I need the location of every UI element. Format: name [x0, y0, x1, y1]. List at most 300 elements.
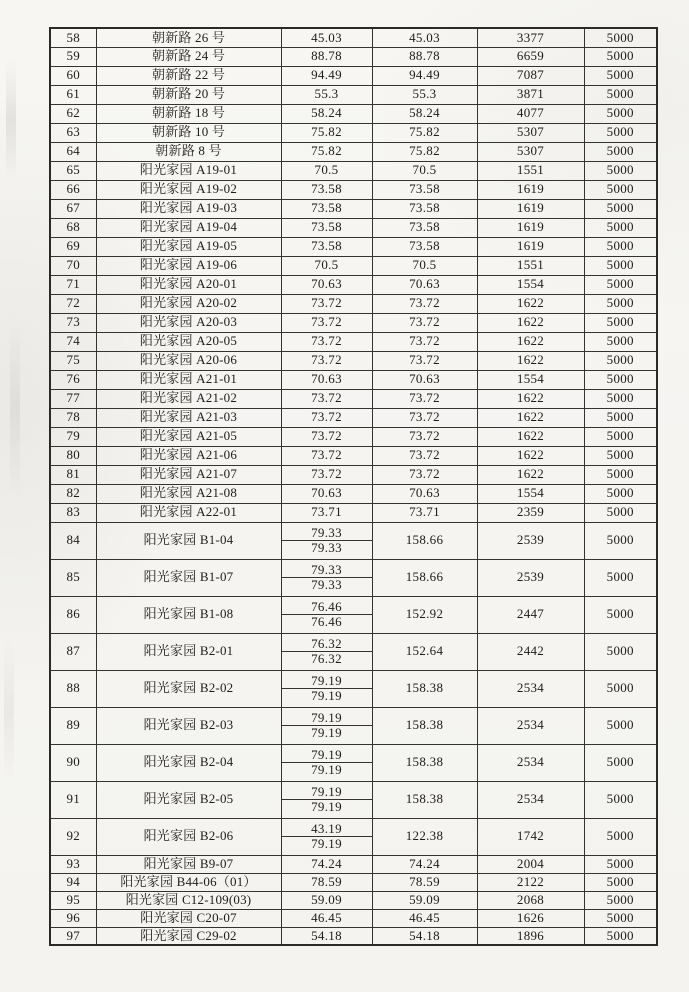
area-split-cell [282, 748, 372, 778]
amount-cell: 1742 [477, 818, 584, 855]
row-number-cell: 88 [50, 670, 96, 707]
area-split-cell [282, 563, 372, 593]
row-number-cell: 93 [50, 855, 96, 873]
area-cell: 73.72 [281, 332, 372, 351]
standard-fee-cell: 5000 [584, 161, 657, 180]
address-cell: 阳光家园 A22-01 [96, 503, 281, 522]
standard-fee-cell: 5000 [584, 855, 657, 873]
total-area-cell: 73.71 [372, 503, 477, 522]
table-row [50, 256, 657, 275]
area-cell: 55.3 [281, 85, 372, 104]
area-cell [281, 522, 372, 559]
table-row [50, 332, 657, 351]
area-split-cell [282, 785, 372, 815]
address-cell: 阳光家园 C29-02 [96, 927, 281, 945]
amount-cell: 1626 [477, 909, 584, 927]
address-cell: 阳光家园 B2-04 [96, 744, 281, 781]
total-area-cell: 158.66 [372, 522, 477, 559]
total-area-cell: 73.58 [372, 218, 477, 237]
total-area-cell: 158.66 [372, 559, 477, 596]
amount-cell: 2122 [477, 873, 584, 891]
total-area-cell: 46.45 [372, 909, 477, 927]
table-row [50, 104, 657, 123]
amount-cell: 1622 [477, 332, 584, 351]
row-number-cell: 71 [50, 275, 96, 294]
address-cell: 阳光家园 B1-04 [96, 522, 281, 559]
table-row [50, 85, 657, 104]
total-area-cell: 158.38 [372, 670, 477, 707]
amount-cell: 2534 [477, 707, 584, 744]
row-number-cell: 91 [50, 781, 96, 818]
area-cell: 70.63 [281, 484, 372, 503]
row-number-cell: 79 [50, 427, 96, 446]
standard-fee-cell: 5000 [584, 781, 657, 818]
address-cell: 阳光家园 A20-03 [96, 313, 281, 332]
row-number-cell: 83 [50, 503, 96, 522]
address-cell: 阳光家园 B2-03 [96, 707, 281, 744]
amount-cell: 2447 [477, 596, 584, 633]
total-area-cell: 152.92 [372, 596, 477, 633]
address-cell: 阳光家园 B2-06 [96, 818, 281, 855]
total-area-cell: 54.18 [372, 927, 477, 945]
standard-fee-cell: 5000 [584, 891, 657, 909]
area-cell: 70.63 [281, 275, 372, 294]
total-area-cell: 73.72 [372, 427, 477, 446]
area-cell: 78.59 [281, 873, 372, 891]
scan-smudge [4, 640, 14, 780]
total-area-cell: 45.03 [372, 28, 477, 47]
amount-cell: 5307 [477, 142, 584, 161]
table-row [50, 275, 657, 294]
amount-cell: 3377 [477, 28, 584, 47]
address-cell: 阳光家园 B9-07 [96, 855, 281, 873]
row-number-cell: 94 [50, 873, 96, 891]
area-cell: 45.03 [281, 28, 372, 47]
row-number-cell: 96 [50, 909, 96, 927]
area-split-cell [282, 674, 372, 704]
standard-fee-cell: 5000 [584, 465, 657, 484]
standard-fee-cell: 5000 [584, 670, 657, 707]
table-row [50, 633, 657, 670]
total-area-cell: 55.3 [372, 85, 477, 104]
amount-cell: 3871 [477, 85, 584, 104]
row-number-cell: 61 [50, 85, 96, 104]
area-cell: 58.24 [281, 104, 372, 123]
address-cell: 阳光家园 A21-06 [96, 446, 281, 465]
address-cell: 阳光家园 A20-06 [96, 351, 281, 370]
area-split-cell [282, 600, 372, 630]
standard-fee-cell: 5000 [584, 927, 657, 945]
amount-cell: 2068 [477, 891, 584, 909]
area-cell [281, 559, 372, 596]
table-row [50, 855, 657, 873]
total-area-cell: 73.72 [372, 332, 477, 351]
row-number-cell: 70 [50, 256, 96, 275]
area-part-value: 76.46 [311, 614, 342, 629]
area-cell: 88.78 [281, 47, 372, 66]
row-number-cell: 80 [50, 446, 96, 465]
table-row [50, 465, 657, 484]
payment-list-table [49, 27, 658, 946]
standard-fee-cell: 5000 [584, 142, 657, 161]
total-area-cell: 152.64 [372, 633, 477, 670]
total-area-cell: 73.72 [372, 389, 477, 408]
standard-fee-cell: 5000 [584, 104, 657, 123]
address-cell: 阳光家园 A19-02 [96, 180, 281, 199]
area-cell: 75.82 [281, 142, 372, 161]
table-body [50, 28, 657, 945]
row-number-cell: 59 [50, 47, 96, 66]
standard-fee-cell: 5000 [584, 180, 657, 199]
area-cell: 73.72 [281, 294, 372, 313]
address-cell: 阳光家园 B2-05 [96, 781, 281, 818]
address-cell: 朝新路 24 号 [96, 47, 281, 66]
scan-smudge [6, 60, 16, 180]
amount-cell: 1622 [477, 389, 584, 408]
amount-cell: 2534 [477, 744, 584, 781]
table-row [50, 596, 657, 633]
area-cell [281, 670, 372, 707]
standard-fee-cell: 5000 [584, 370, 657, 389]
table-row [50, 161, 657, 180]
table-row [50, 294, 657, 313]
standard-fee-cell: 5000 [584, 85, 657, 104]
area-part-value: 76.32 [282, 637, 372, 652]
scan-smudge [10, 320, 20, 500]
address-cell: 朝新路 10 号 [96, 123, 281, 142]
area-cell: 73.58 [281, 237, 372, 256]
area-part-value: 79.19 [311, 688, 342, 703]
row-number-cell: 62 [50, 104, 96, 123]
row-number-cell: 65 [50, 161, 96, 180]
area-cell: 54.18 [281, 927, 372, 945]
area-part-value: 76.46 [282, 600, 372, 615]
row-number-cell: 76 [50, 370, 96, 389]
total-area-cell: 73.72 [372, 294, 477, 313]
address-cell: 阳光家园 A19-06 [96, 256, 281, 275]
area-cell: 73.72 [281, 427, 372, 446]
standard-fee-cell: 5000 [584, 28, 657, 47]
row-number-cell: 89 [50, 707, 96, 744]
address-cell: 阳光家园 C20-07 [96, 909, 281, 927]
table-row [50, 891, 657, 909]
address-cell: 阳光家园 A20-05 [96, 332, 281, 351]
area-part-value: 76.32 [311, 651, 342, 666]
total-area-cell: 73.58 [372, 180, 477, 199]
amount-cell: 1622 [477, 294, 584, 313]
row-number-cell: 85 [50, 559, 96, 596]
area-part-value: 79.19 [311, 725, 342, 740]
total-area-cell: 158.38 [372, 707, 477, 744]
amount-cell: 1622 [477, 465, 584, 484]
row-number-cell: 77 [50, 389, 96, 408]
area-cell: 73.72 [281, 351, 372, 370]
address-cell: 阳光家园 A21-03 [96, 408, 281, 427]
area-part-value: 79.19 [282, 674, 372, 689]
amount-cell: 1622 [477, 313, 584, 332]
amount-cell: 1619 [477, 218, 584, 237]
area-cell: 73.71 [281, 503, 372, 522]
row-number-cell: 82 [50, 484, 96, 503]
address-cell: 朝新路 18 号 [96, 104, 281, 123]
total-area-cell: 70.5 [372, 161, 477, 180]
area-cell [281, 781, 372, 818]
table-row [50, 180, 657, 199]
total-area-cell: 88.78 [372, 47, 477, 66]
area-part-value: 79.19 [282, 711, 372, 726]
total-area-cell: 73.72 [372, 446, 477, 465]
area-part-value: 79.33 [282, 526, 372, 541]
standard-fee-cell: 5000 [584, 596, 657, 633]
standard-fee-cell: 5000 [584, 559, 657, 596]
table-row [50, 313, 657, 332]
total-area-cell: 75.82 [372, 123, 477, 142]
amount-cell: 1622 [477, 427, 584, 446]
total-area-cell: 73.58 [372, 199, 477, 218]
area-cell: 73.58 [281, 218, 372, 237]
standard-fee-cell: 5000 [584, 744, 657, 781]
area-part-value: 79.33 [311, 540, 342, 555]
total-area-cell: 73.72 [372, 408, 477, 427]
total-area-cell: 158.38 [372, 781, 477, 818]
area-cell [281, 744, 372, 781]
amount-cell: 1551 [477, 256, 584, 275]
area-split-cell [282, 637, 372, 667]
address-cell: 阳光家园 A21-07 [96, 465, 281, 484]
area-cell: 73.58 [281, 199, 372, 218]
table-row [50, 47, 657, 66]
amount-cell: 1554 [477, 370, 584, 389]
area-cell [281, 818, 372, 855]
total-area-cell: 70.63 [372, 484, 477, 503]
table-row [50, 927, 657, 945]
area-split-cell [282, 711, 372, 741]
area-part-value: 79.19 [282, 785, 372, 800]
total-area-cell: 74.24 [372, 855, 477, 873]
row-number-cell: 68 [50, 218, 96, 237]
row-number-cell: 72 [50, 294, 96, 313]
row-number-cell: 63 [50, 123, 96, 142]
row-number-cell: 74 [50, 332, 96, 351]
address-cell: 阳光家园 A20-01 [96, 275, 281, 294]
area-part-value: 79.33 [282, 563, 372, 578]
total-area-cell: 78.59 [372, 873, 477, 891]
table-row [50, 707, 657, 744]
standard-fee-cell: 5000 [584, 873, 657, 891]
standard-fee-cell: 5000 [584, 218, 657, 237]
row-number-cell: 90 [50, 744, 96, 781]
amount-cell: 2359 [477, 503, 584, 522]
table-row [50, 781, 657, 818]
table-row [50, 218, 657, 237]
address-cell: 朝新路 22 号 [96, 66, 281, 85]
area-cell: 73.72 [281, 465, 372, 484]
address-cell: 阳光家园 A19-03 [96, 199, 281, 218]
total-area-cell: 73.72 [372, 465, 477, 484]
table-row [50, 237, 657, 256]
total-area-cell: 58.24 [372, 104, 477, 123]
standard-fee-cell: 5000 [584, 313, 657, 332]
standard-fee-cell: 5000 [584, 484, 657, 503]
amount-cell: 2539 [477, 559, 584, 596]
standard-fee-cell: 5000 [584, 909, 657, 927]
row-number-cell: 64 [50, 142, 96, 161]
table-row [50, 503, 657, 522]
standard-fee-cell: 5000 [584, 427, 657, 446]
table-row [50, 873, 657, 891]
amount-cell: 1554 [477, 484, 584, 503]
table-row [50, 370, 657, 389]
address-cell: 阳光家园 A21-08 [96, 484, 281, 503]
address-cell: 阳光家园 A21-01 [96, 370, 281, 389]
total-area-cell: 158.38 [372, 744, 477, 781]
standard-fee-cell: 5000 [584, 389, 657, 408]
area-split-cell [282, 526, 372, 556]
area-cell [281, 707, 372, 744]
row-number-cell: 69 [50, 237, 96, 256]
row-number-cell: 73 [50, 313, 96, 332]
total-area-cell: 70.63 [372, 275, 477, 294]
address-cell: 阳光家园 B44-06（01） [96, 873, 281, 891]
amount-cell: 2534 [477, 781, 584, 818]
standard-fee-cell: 5000 [584, 351, 657, 370]
standard-fee-cell: 5000 [584, 123, 657, 142]
area-cell [281, 633, 372, 670]
table-row [50, 351, 657, 370]
area-part-value: 79.19 [282, 748, 372, 763]
amount-cell: 6659 [477, 47, 584, 66]
area-part-value: 79.33 [311, 577, 342, 592]
table-row [50, 408, 657, 427]
amount-cell: 1896 [477, 927, 584, 945]
area-cell: 46.45 [281, 909, 372, 927]
row-number-cell: 81 [50, 465, 96, 484]
address-cell: 阳光家园 B2-01 [96, 633, 281, 670]
area-part-value: 43.19 [282, 822, 372, 837]
row-number-cell: 78 [50, 408, 96, 427]
row-number-cell: 60 [50, 66, 96, 85]
standard-fee-cell: 5000 [584, 446, 657, 465]
area-cell: 73.72 [281, 313, 372, 332]
area-cell: 59.09 [281, 891, 372, 909]
amount-cell: 1622 [477, 351, 584, 370]
address-cell: 阳光家园 C12-109(03) [96, 891, 281, 909]
area-cell: 73.72 [281, 389, 372, 408]
area-part-value: 79.19 [311, 836, 342, 851]
table-row [50, 66, 657, 85]
table-row [50, 389, 657, 408]
standard-fee-cell: 5000 [584, 199, 657, 218]
table-row [50, 744, 657, 781]
standard-fee-cell: 5000 [584, 66, 657, 85]
area-part-value: 79.19 [311, 762, 342, 777]
area-cell: 94.49 [281, 66, 372, 85]
standard-fee-cell: 5000 [584, 47, 657, 66]
area-part-value: 79.19 [311, 799, 342, 814]
total-area-cell: 122.38 [372, 818, 477, 855]
row-number-cell: 92 [50, 818, 96, 855]
address-cell: 阳光家园 B2-02 [96, 670, 281, 707]
address-cell: 阳光家园 A21-02 [96, 389, 281, 408]
area-cell: 70.5 [281, 161, 372, 180]
address-cell: 阳光家园 A19-05 [96, 237, 281, 256]
table-row [50, 909, 657, 927]
total-area-cell: 70.5 [372, 256, 477, 275]
amount-cell: 1619 [477, 180, 584, 199]
amount-cell: 1619 [477, 237, 584, 256]
total-area-cell: 94.49 [372, 66, 477, 85]
amount-cell: 2442 [477, 633, 584, 670]
standard-fee-cell: 5000 [584, 707, 657, 744]
amount-cell: 1622 [477, 446, 584, 465]
area-split-cell [282, 822, 372, 852]
row-number-cell: 75 [50, 351, 96, 370]
area-cell: 73.58 [281, 180, 372, 199]
total-area-cell: 73.72 [372, 351, 477, 370]
area-cell [281, 596, 372, 633]
address-cell: 阳光家园 A21-05 [96, 427, 281, 446]
total-area-cell: 73.58 [372, 237, 477, 256]
amount-cell: 7087 [477, 66, 584, 85]
table-row [50, 446, 657, 465]
row-number-cell: 86 [50, 596, 96, 633]
row-number-cell: 67 [50, 199, 96, 218]
table-row [50, 818, 657, 855]
row-number-cell: 58 [50, 28, 96, 47]
standard-fee-cell: 5000 [584, 237, 657, 256]
area-cell: 73.72 [281, 408, 372, 427]
standard-fee-cell: 5000 [584, 503, 657, 522]
table-row [50, 142, 657, 161]
table-row [50, 522, 657, 559]
area-cell: 73.72 [281, 446, 372, 465]
amount-cell: 1619 [477, 199, 584, 218]
standard-fee-cell: 5000 [584, 294, 657, 313]
address-cell: 阳光家园 A19-04 [96, 218, 281, 237]
area-cell: 74.24 [281, 855, 372, 873]
address-cell: 阳光家园 B1-08 [96, 596, 281, 633]
total-area-cell: 70.63 [372, 370, 477, 389]
row-number-cell: 87 [50, 633, 96, 670]
total-area-cell: 75.82 [372, 142, 477, 161]
address-cell: 阳光家园 A19-01 [96, 161, 281, 180]
amount-cell: 2539 [477, 522, 584, 559]
standard-fee-cell: 5000 [584, 633, 657, 670]
address-cell: 朝新路 8 号 [96, 142, 281, 161]
row-number-cell: 95 [50, 891, 96, 909]
table-row [50, 199, 657, 218]
address-cell: 朝新路 20 号 [96, 85, 281, 104]
amount-cell: 2534 [477, 670, 584, 707]
total-area-cell: 59.09 [372, 891, 477, 909]
total-area-cell: 73.72 [372, 313, 477, 332]
standard-fee-cell: 5000 [584, 256, 657, 275]
amount-cell: 4077 [477, 104, 584, 123]
table-row [50, 559, 657, 596]
row-number-cell: 84 [50, 522, 96, 559]
address-cell: 朝新路 26 号 [96, 28, 281, 47]
table-row [50, 123, 657, 142]
amount-cell: 2004 [477, 855, 584, 873]
amount-cell: 5307 [477, 123, 584, 142]
area-cell: 70.63 [281, 370, 372, 389]
table-row [50, 670, 657, 707]
standard-fee-cell: 5000 [584, 818, 657, 855]
standard-fee-cell: 5000 [584, 522, 657, 559]
amount-cell: 1554 [477, 275, 584, 294]
table-row [50, 484, 657, 503]
amount-cell: 1551 [477, 161, 584, 180]
